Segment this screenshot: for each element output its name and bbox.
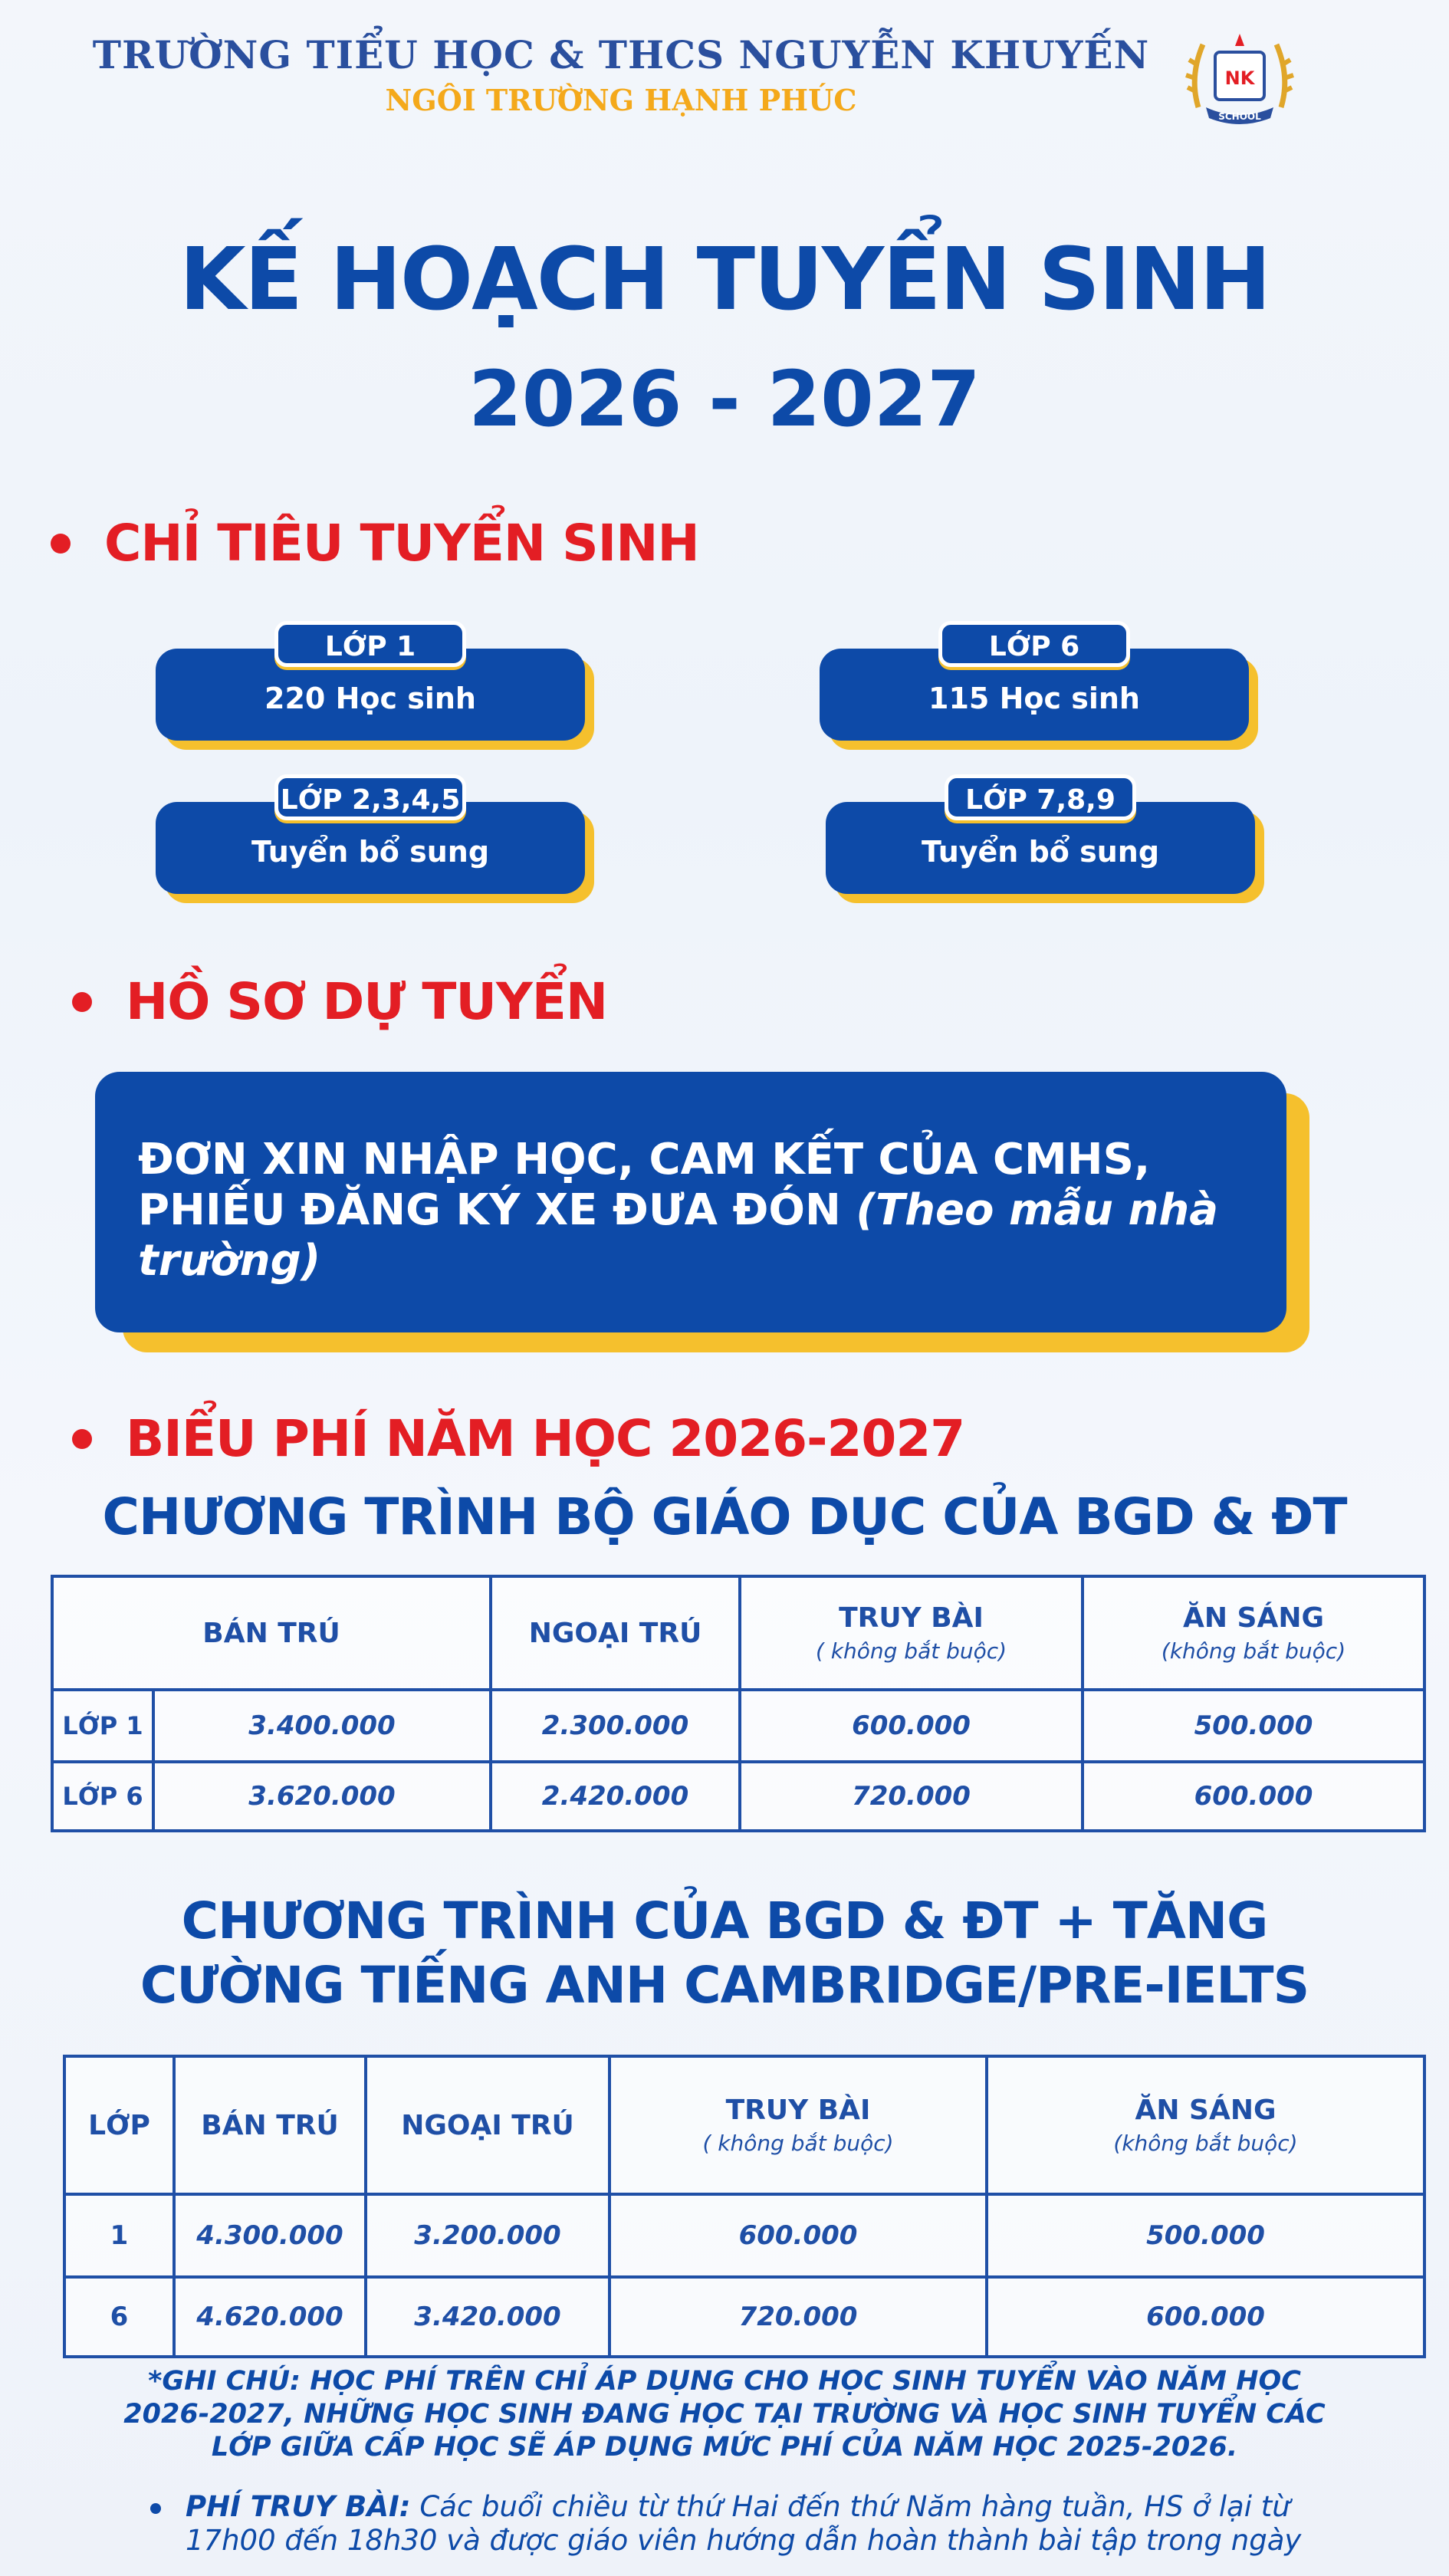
svg-text:SCHOOL: SCHOOL xyxy=(1218,111,1261,122)
bullet-icon xyxy=(72,992,92,1012)
header-ban-tru: BÁN TRÚ xyxy=(52,1576,491,1690)
quota-card-grade6 xyxy=(820,631,1249,741)
cell-an-sang: 500.000 xyxy=(1083,1690,1424,1762)
cell-truy-bai: 600.000 xyxy=(740,1690,1083,1762)
quota-grade: LỚP 7,8,9 xyxy=(945,774,1136,820)
cell-truy-bai: 600.000 xyxy=(610,2194,987,2277)
table-row xyxy=(64,2194,1424,2277)
table-row xyxy=(64,2277,1424,2357)
row-grade: LỚP 1 xyxy=(52,1690,153,1762)
main-title-year: 2026 - 2027 xyxy=(468,354,981,444)
header-optional: ( không bắt buộc) xyxy=(815,1638,1007,1664)
header-label: ĂN SÁNG xyxy=(1183,1602,1325,1634)
header-ngoai-tru: NGOẠI TRÚ xyxy=(366,2056,610,2194)
header-label: ĂN SÁNG xyxy=(1135,2095,1276,2126)
table-row xyxy=(52,1690,1424,1762)
cell-truy-bai: 720.000 xyxy=(610,2277,987,2357)
quota-value: 220 Học sinh xyxy=(156,649,585,741)
header-label: TRUY BÀI xyxy=(725,2095,871,2126)
cell-ban-tru: 4.300.000 xyxy=(174,2194,366,2277)
school-logo-icon xyxy=(1183,23,1296,130)
program2-fee-table xyxy=(63,2055,1426,2358)
bullet-icon xyxy=(150,2503,161,2514)
documents-box xyxy=(95,1072,1286,1332)
program2-title-line2: CƯỜNG TIẾNG ANH CAMBRIDGE/PRE-IELTS xyxy=(140,1956,1309,2015)
school-slogan: NGÔI TRƯỜNG HẠNH PHÚC xyxy=(385,83,857,117)
header-optional: (không bắt buộc) xyxy=(1161,1638,1346,1664)
table-row xyxy=(52,1762,1424,1831)
header-label: TRUY BÀI xyxy=(839,1602,984,1634)
tutoring-fee-text: Các buổi chiều từ thứ Hai đến thứ Năm hàng tuần, HS ở lại từ 17h00 đến 18h30 và được giáo viên hướng dẫn hoàn thành bài tập trong ngày xyxy=(186,2490,1302,2557)
quota-card-grade7-9 xyxy=(826,784,1255,894)
header-lop: LỚP xyxy=(64,2056,174,2194)
bullet-icon xyxy=(72,1429,92,1449)
documents-note: (Theo mẫu nhà trường) xyxy=(138,1185,1219,1286)
tutoring-fee-label: PHÍ TRUY BÀI: xyxy=(186,2490,411,2523)
fee-note: *GHI CHÚ: HỌC PHÍ TRÊN CHỈ ÁP DỤNG CHO HỌC SINH TUYỂN VÀO NĂM HỌC 2026-2027, NHỮNG HỌC SINH ĐANG HỌC TẠI TRƯỜNG VÀ HỌC SINH TUYỂN CÁC LỚP GIỮA CẤP HỌC SẼ ÁP DỤNG MỨC PHÍ CỦA NĂM HỌC 2025-2026. xyxy=(123,2366,1326,2463)
quota-card-grade2-5 xyxy=(156,784,585,894)
cell-ngoai-tru: 2.300.000 xyxy=(491,1690,740,1762)
quota-card-grade1 xyxy=(156,631,585,741)
fees-heading: BIỂU PHÍ NĂM HỌC 2026-2027 xyxy=(126,1409,965,1468)
program1-fee-table xyxy=(51,1575,1426,1832)
quota-value: Tuyển bổ sung xyxy=(156,802,585,894)
header-an-sang xyxy=(1083,1576,1424,1690)
cell-truy-bai: 720.000 xyxy=(740,1762,1083,1831)
header-an-sang xyxy=(987,2056,1424,2194)
cell-ban-tru: 4.620.000 xyxy=(174,2277,366,2357)
header-truy-bai xyxy=(610,2056,987,2194)
main-title: KẾ HOẠCH TUYỂN SINH xyxy=(179,230,1270,330)
header-optional: ( không bắt buộc) xyxy=(702,2131,894,2156)
row-grade: LỚP 6 xyxy=(52,1762,153,1831)
program1-title: CHƯƠNG TRÌNH BỘ GIÁO DỤC CỦA BGD & ĐT xyxy=(102,1487,1347,1546)
cell-ngoai-tru: 2.420.000 xyxy=(491,1762,740,1831)
cell-ngoai-tru: 3.200.000 xyxy=(366,2194,610,2277)
row-grade: 6 xyxy=(64,2277,174,2357)
documents-heading: HỒ SƠ DỰ TUYỂN xyxy=(126,972,608,1031)
cell-ngoai-tru: 3.420.000 xyxy=(366,2277,610,2357)
quota-grade: LỚP 2,3,4,5 xyxy=(274,774,466,820)
bullet-icon xyxy=(51,534,71,554)
header-ban-tru: BÁN TRÚ xyxy=(174,2056,366,2194)
school-name: TRƯỜNG TIỂU HỌC & THCS NGUYỄN KHUYẾN xyxy=(92,32,1150,77)
documents-text: ĐƠN XIN NHẬP HỌC, CAM KẾT CỦA CMHS, PHIẾU ĐĂNG KÝ XE ĐƯA ĐÓN xyxy=(138,1135,1151,1235)
tutoring-fee-note xyxy=(186,2490,1382,2558)
quota-grade: LỚP 6 xyxy=(938,621,1130,667)
row-grade: 1 xyxy=(64,2194,174,2277)
cell-an-sang: 600.000 xyxy=(987,2277,1424,2357)
cell-ban-tru: 3.400.000 xyxy=(153,1690,491,1762)
header-optional: (không bắt buộc) xyxy=(1113,2131,1298,2156)
cell-an-sang: 500.000 xyxy=(987,2194,1424,2277)
cell-an-sang: 600.000 xyxy=(1083,1762,1424,1831)
quota-value: 115 Học sinh xyxy=(820,649,1249,741)
program2-title xyxy=(0,1889,1449,2018)
quota-value: Tuyển bổ sung xyxy=(826,802,1255,894)
header-ngoai-tru: NGOẠI TRÚ xyxy=(491,1576,740,1690)
cell-ban-tru: 3.620.000 xyxy=(153,1762,491,1831)
program2-title-line1: CHƯƠNG TRÌNH CỦA BGD & ĐT + TĂNG xyxy=(181,1891,1268,1950)
svg-text:NK: NK xyxy=(1224,67,1255,89)
header-truy-bai xyxy=(740,1576,1083,1690)
quota-grade: LỚP 1 xyxy=(274,621,466,667)
quota-heading: CHỈ TIÊU TUYỂN SINH xyxy=(104,514,699,573)
